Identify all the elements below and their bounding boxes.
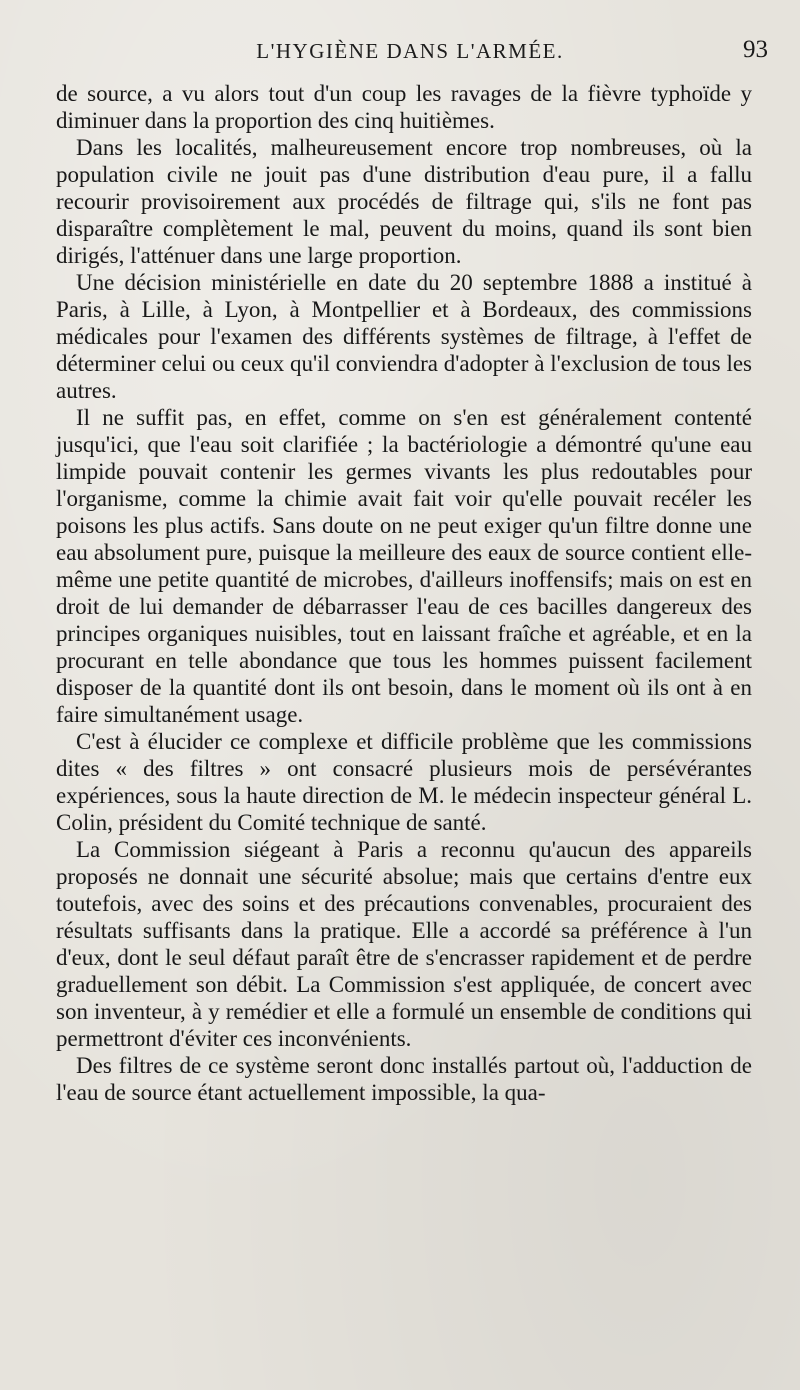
paragraph-installation: Des filtres de ce système seront donc installés partout où, l'adduction de l'eau de source étant actuellement impossible, la qua- bbox=[56, 1053, 752, 1105]
body-text bbox=[56, 80, 752, 1106]
paragraph-paris-commission: La Commission siégeant à Paris a reconnu qu'aucun des appareils proposés ne donnait une sécurité absolue; mais que certains d'entre eux toutefois, avec des soins et des précautions convenables, procuraient des résultats suffisants dans la pratique. Elle a accordé sa préférence à l'un d'eux, dont le seul défaut paraît être de s'encrasser rapidement et de perdre graduellement son débit. La Commission s'est appliquée, de concert avec son inventeur, à y remédier et elle a formulé un ensemble de conditions qui permettront d'éviter ces inconvénients. bbox=[56, 837, 752, 1051]
paragraph-ministerial-decision: Une décision ministérielle en date du 20 septembre 1888 a institué à Paris, à Lille, à Lyon, à Montpellier et à Bordeaux, des commissions médicales pour l'examen des différents systèmes de filtrage, à l'effet de déterminer celui ou ceux qu'il conviendra d'adopter à l'exclusion de tous les autres. bbox=[56, 270, 752, 403]
running-title: L'HYGIÈNE DANS L'ARMÉE. bbox=[256, 39, 564, 63]
paragraph-commissions: C'est à élucider ce complexe et difficile problème que les commissions dites « des filtres » ont consacré plusieurs mois de persévérantes expériences, sous la haute direction de M. le médecin inspecteur général L. Colin, président du Comité technique de santé. bbox=[56, 729, 752, 835]
paragraph-bacteriology: Il ne suffit pas, en effet, comme on s'en est généralement contenté jusqu'ici, que l'eau soit clarifiée ; la bactériologie a démontré qu'une eau limpide pouvait contenir les germes vivants les plus redoutables pour l'organisme, comme la chimie avait fait voir qu'elle pouvait recéler les poisons les plus actifs. Sans doute on ne peut exiger qu'un filtre donne une eau absolument pure, puisque la meilleure des eaux de source contient elle-même une petite quantité de microbes, d'ailleurs inoffensifs; mais on est en droit de lui demander de débarrasser l'eau de ces bacilles dangereux des principes organiques nuisibles, tout en laissant fraîche et agréable, et en la procurant en telle abondance que tous les hommes puissent facilement disposer de la quantité dont ils ont besoin, dans le moment où ils ont à en faire simultanément usage. bbox=[56, 405, 752, 727]
paragraph-continuation: de source, a vu alors tout d'un coup les ravages de la fièvre typhoïde y diminuer dans la proportion des cinq huitièmes. bbox=[56, 81, 752, 133]
page-number: 93 bbox=[743, 36, 768, 63]
running-head bbox=[60, 36, 768, 76]
paragraph-filtering: Dans les localités, malheureusement encore trop nombreuses, où la population civile ne jouit pas d'une distribution d'eau pure, il a fallu recourir provisoirement aux procédés de filtrage qui, s'ils ne font pas disparaître complètement le mal, peuvent du moins, quand ils sont bien dirigés, l'atténuer dans une large proportion. bbox=[56, 135, 752, 268]
